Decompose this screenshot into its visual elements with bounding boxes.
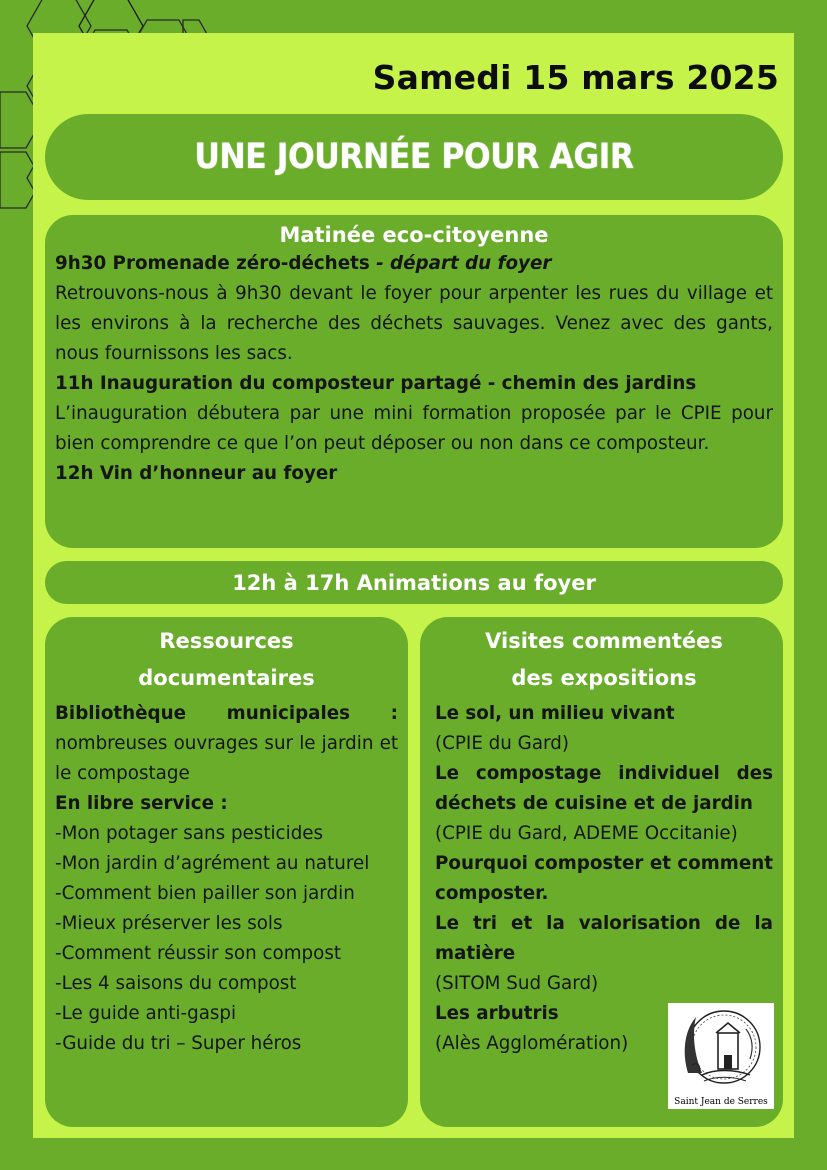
library-label-text: Bibliothèque municipales : [55, 703, 398, 724]
resource-item: -Les 4 saisons du compost [55, 973, 297, 994]
expo-5-title: Les arbutris [435, 1003, 559, 1024]
resource-item: -Le guide anti-gaspi [55, 1003, 237, 1024]
resource-item: -Mon jardin d’agrément au naturel [55, 853, 370, 874]
resource-list [55, 819, 398, 1059]
expo-1-source: (CPIE du Gard) [435, 733, 569, 754]
town-logo [668, 1003, 774, 1109]
morning-item-3-title: 12h Vin d’honneur au foyer [55, 463, 338, 484]
expo-1-title: Le sol, un milieu vivant [435, 703, 675, 724]
animations-heading: 12h à 17h Animations au foyer [232, 570, 596, 595]
page-title: UNE JOURNÉE POUR AGIR [194, 137, 634, 177]
morning-heading: Matinée eco-citoyenne [279, 223, 549, 247]
resource-item: -Mon potager sans pesticides [55, 823, 324, 844]
expo-2-source: (CPIE du Gard, ADEME Occitanie) [435, 823, 738, 844]
visits-heading-line-2: des expositions [511, 666, 697, 690]
title-banner [45, 114, 783, 200]
morning-item-1-title: 9h30 Promenade zéro-déchets [55, 253, 370, 274]
morning-item-1 [55, 249, 773, 279]
resources-heading-line-1: Ressources [159, 629, 294, 653]
library-label [55, 699, 398, 729]
expo-3-title: Pourquoi composter et comment composter. [435, 853, 773, 904]
visits-heading-line-1: Visites commentées [485, 629, 723, 653]
animations-banner [45, 561, 783, 604]
resources-heading-line-2: documentaires [138, 666, 315, 690]
event-date: Samedi 15 mars 2025 [372, 58, 779, 97]
resource-item: -Mieux préserver les sols [55, 913, 283, 934]
resource-item: -Guide du tri – Super héros [55, 1033, 302, 1054]
morning-item-1-subtitle: - départ du foyer [369, 253, 552, 274]
expo-4-title: Le tri et la valorisation de la matière [435, 913, 773, 964]
visits-heading [435, 623, 773, 697]
expo-5-source: (Alès Agglomération) [435, 1033, 629, 1054]
morning-item-2-title: 11h Inauguration du composteur partagé - chemin des jardins [55, 373, 697, 394]
resource-item: -Comment réussir son compost [55, 943, 342, 964]
town-emblem-icon [668, 1003, 774, 1095]
morning-item-1-text: Retrouvons-nous à 9h30 devant le foyer pour arpenter les rues du village et les environs à la recherche des déchets sauvages. Venez avec des gants, nous fournissons les sacs. [55, 283, 773, 364]
library-text: nombreuses ouvrages sur le jardin et le compostage [55, 733, 398, 784]
resource-item: -Comment bien pailler son jardin [55, 883, 355, 904]
expo-4-source: (SITOM Sud Gard) [435, 973, 599, 994]
resources-section [45, 617, 408, 1127]
logo-caption: Saint Jean de Serres [674, 1097, 768, 1107]
free-service-label: En libre service : [55, 793, 228, 814]
morning-section [45, 215, 783, 548]
morning-item-2-text: L’inauguration débutera par une mini formation proposée par le CPIE pour bien comprendre ce que l’on peut déposer ou non dans ce composteur. [55, 403, 773, 454]
expo-2-title: Le compostage individuel des déchets de cuisine et de jardin [435, 763, 773, 814]
resources-heading [55, 623, 398, 697]
